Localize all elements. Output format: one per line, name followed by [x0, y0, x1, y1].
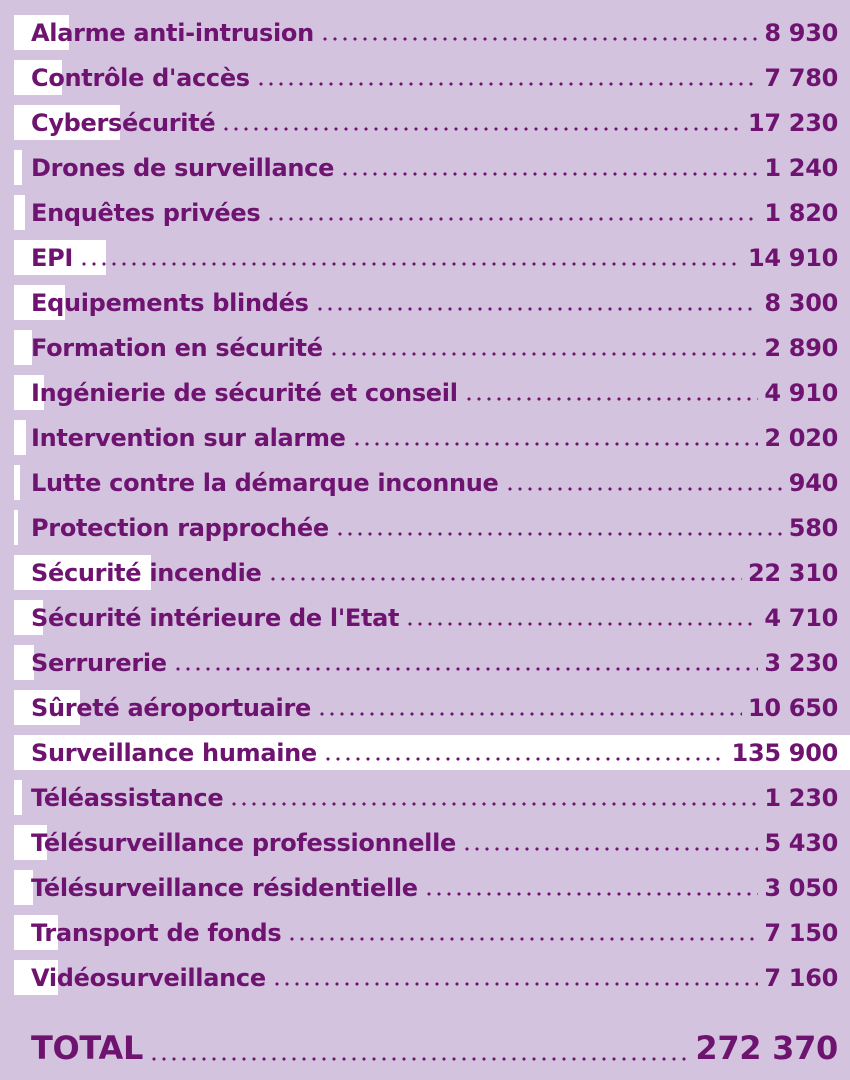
value-label: 135 900	[731, 738, 838, 767]
value-label: 17 230	[747, 108, 838, 137]
bar	[14, 510, 18, 545]
bar	[14, 780, 22, 815]
bar	[14, 150, 22, 185]
value-label: 1 240	[764, 153, 838, 182]
category-label: Téléassistance	[31, 783, 224, 812]
category-label: Cybersécurité	[31, 108, 216, 137]
dot-leader	[173, 640, 759, 685]
table-row	[0, 955, 850, 1000]
value-label: 1 820	[764, 198, 838, 227]
category-label: Protection rapprochée	[31, 513, 329, 542]
category-label: Transport de fonds	[31, 918, 282, 947]
value-label: 7 150	[764, 918, 838, 947]
value-label: 7 160	[764, 963, 838, 992]
table-row	[0, 865, 850, 910]
dot-leader	[320, 10, 758, 55]
value-label: 4 710	[764, 603, 838, 632]
value-label: 2 890	[764, 333, 838, 362]
dot-leader	[317, 685, 742, 730]
category-label: EPI	[31, 243, 74, 272]
dot-leader	[229, 775, 758, 820]
category-label: Contrôle d'accès	[31, 63, 250, 92]
category-label: Surveillance humaine	[31, 738, 317, 767]
dot-leader	[268, 550, 742, 595]
category-label: Ingénierie de sécurité et conseil	[31, 378, 458, 407]
dot-leader	[505, 460, 783, 505]
category-label: Serrurerie	[31, 648, 167, 677]
category-label: Sûreté aéroportuaire	[31, 693, 311, 722]
bar	[14, 420, 26, 455]
value-label: 3 050	[764, 873, 838, 902]
value-label: 3 230	[764, 648, 838, 677]
dot-leader	[79, 235, 742, 280]
dot-leader	[329, 325, 759, 370]
table-row	[0, 595, 850, 640]
table-row	[0, 730, 850, 775]
value-label: 4 910	[764, 378, 838, 407]
table-row	[0, 55, 850, 100]
table-row	[0, 415, 850, 460]
table-row	[0, 460, 850, 505]
category-label: Télésurveillance résidentielle	[31, 873, 418, 902]
category-label: Drones de surveillance	[31, 153, 335, 182]
dot-leader	[266, 190, 758, 235]
dot-leader	[464, 370, 759, 415]
table-row	[0, 775, 850, 820]
table-row	[0, 910, 850, 955]
dot-leader	[352, 415, 759, 460]
value-label: 7 780	[764, 63, 838, 92]
category-label: Equipements blindés	[31, 288, 309, 317]
bar	[14, 330, 32, 365]
value-label: 940	[788, 468, 838, 497]
table-row	[0, 820, 850, 865]
dot-leader	[335, 505, 783, 550]
category-label: Alarme anti-intrusion	[31, 18, 314, 47]
total-value: 272 370	[695, 1028, 838, 1067]
bar	[14, 870, 33, 905]
value-label: 8 300	[764, 288, 838, 317]
dot-leader	[323, 730, 726, 775]
table-row	[0, 370, 850, 415]
value-label: 14 910	[747, 243, 838, 272]
table-row	[0, 10, 850, 55]
dot-leader	[340, 145, 758, 190]
total-label: TOTAL	[31, 1028, 144, 1067]
dot-leader	[256, 55, 759, 100]
category-label: Vidéosurveillance	[31, 963, 266, 992]
category-label: Sécurité incendie	[31, 558, 262, 587]
dot-leader	[149, 1025, 689, 1070]
value-label: 1 230	[764, 783, 838, 812]
table-row	[0, 325, 850, 370]
category-label: Lutte contre la démarque inconnue	[31, 468, 499, 497]
bar	[14, 465, 20, 500]
category-label: Formation en sécurité	[31, 333, 323, 362]
dot-leader	[462, 820, 758, 865]
category-label: Enquêtes privées	[31, 198, 261, 227]
dot-leader	[405, 595, 758, 640]
value-label: 2 020	[764, 423, 838, 452]
dot-leader	[221, 100, 742, 145]
dot-leader	[315, 280, 759, 325]
total-row	[0, 1025, 850, 1075]
table-row	[0, 685, 850, 730]
table-row	[0, 100, 850, 145]
table-row	[0, 505, 850, 550]
category-label: Intervention sur alarme	[31, 423, 346, 452]
dot-leader	[424, 865, 759, 910]
value-label: 10 650	[747, 693, 838, 722]
dot-leader	[272, 955, 759, 1000]
value-label: 5 430	[764, 828, 838, 857]
dot-leader	[287, 910, 758, 955]
chart-rows	[0, 10, 850, 1000]
table-row	[0, 640, 850, 685]
table-row	[0, 280, 850, 325]
value-label: 22 310	[747, 558, 838, 587]
category-label: Sécurité intérieure de l'Etat	[31, 603, 400, 632]
bar	[14, 195, 25, 230]
table-row	[0, 550, 850, 595]
value-label: 580	[788, 513, 838, 542]
value-label: 8 930	[764, 18, 838, 47]
table-row	[0, 190, 850, 235]
category-label: Télésurveillance professionnelle	[31, 828, 457, 857]
table-row	[0, 235, 850, 280]
table-row	[0, 145, 850, 190]
